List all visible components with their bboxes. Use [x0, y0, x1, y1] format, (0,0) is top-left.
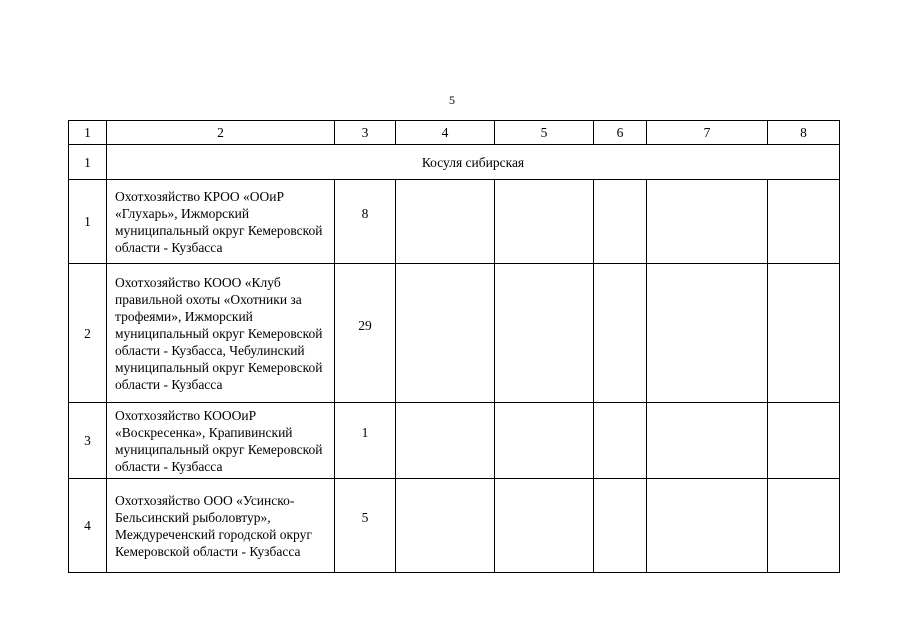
column-number-cell: 6	[594, 121, 647, 145]
row-number: 1	[69, 180, 107, 264]
species-section-row	[69, 145, 840, 180]
column-number-cell: 2	[107, 121, 335, 145]
empty-cell	[594, 264, 647, 403]
empty-cell	[495, 479, 594, 573]
quota-value-text: 1	[361, 425, 369, 440]
column-number-cell: 3	[335, 121, 396, 145]
empty-cell	[768, 180, 840, 264]
empty-cell	[594, 403, 647, 479]
empty-cell	[495, 403, 594, 479]
hunting-ground-name: Охотхозяйство ООО «Усинско-Бельсинский рыболовтур», Междуреченский городской округ Кемеровской области - Кузбасса	[107, 479, 335, 573]
page-number: 5	[449, 93, 455, 107]
column-number-cell: 8	[768, 121, 840, 145]
hunting-ground-name: Охотхозяйство КОООиР «Воскресенка», Крапивинский муниципальный округ Кемеровской области - Кузбасса	[107, 403, 335, 479]
quota-value-text: 8	[361, 206, 369, 221]
empty-cell	[594, 180, 647, 264]
column-number-cell: 1	[69, 121, 107, 145]
section-title: Косуля сибирская	[107, 145, 840, 180]
empty-cell	[647, 264, 768, 403]
empty-cell	[647, 403, 768, 479]
quota-value	[335, 180, 396, 264]
empty-cell	[594, 479, 647, 573]
table-row	[69, 180, 840, 264]
empty-cell	[396, 479, 495, 573]
section-number: 1	[69, 145, 107, 180]
empty-cell	[768, 403, 840, 479]
empty-cell	[396, 264, 495, 403]
empty-cell	[647, 180, 768, 264]
quota-table	[68, 120, 840, 573]
quota-value-text: 5	[361, 510, 369, 525]
quota-value	[335, 264, 396, 403]
empty-cell	[768, 479, 840, 573]
quota-value	[335, 403, 396, 479]
empty-cell	[495, 264, 594, 403]
empty-cell	[768, 264, 840, 403]
hunting-ground-name: Охотхозяйство КРОО «ООиР «Глухарь», Ижморский муниципальный округ Кемеровской области - Кузбасса	[107, 180, 335, 264]
table-row	[69, 403, 840, 479]
row-number: 3	[69, 403, 107, 479]
column-number-cell: 5	[495, 121, 594, 145]
empty-cell	[647, 479, 768, 573]
column-number-cell: 7	[647, 121, 768, 145]
row-number: 2	[69, 264, 107, 403]
hunting-ground-name: Охотхозяйство КООО «Клуб правильной охоты «Охотники за трофеями», Ижморский муниципальный округ Кемеровской области - Кузбасса, Чебулинский муниципальный округ Кемеровской области - Кузбасса	[107, 264, 335, 403]
empty-cell	[396, 180, 495, 264]
column-number-row	[69, 121, 840, 145]
row-number: 4	[69, 479, 107, 573]
table-row	[69, 479, 840, 573]
quota-value	[335, 479, 396, 573]
quota-value-text: 29	[358, 317, 372, 333]
table-row	[69, 264, 840, 403]
column-number-cell: 4	[396, 121, 495, 145]
empty-cell	[396, 403, 495, 479]
empty-cell	[495, 180, 594, 264]
